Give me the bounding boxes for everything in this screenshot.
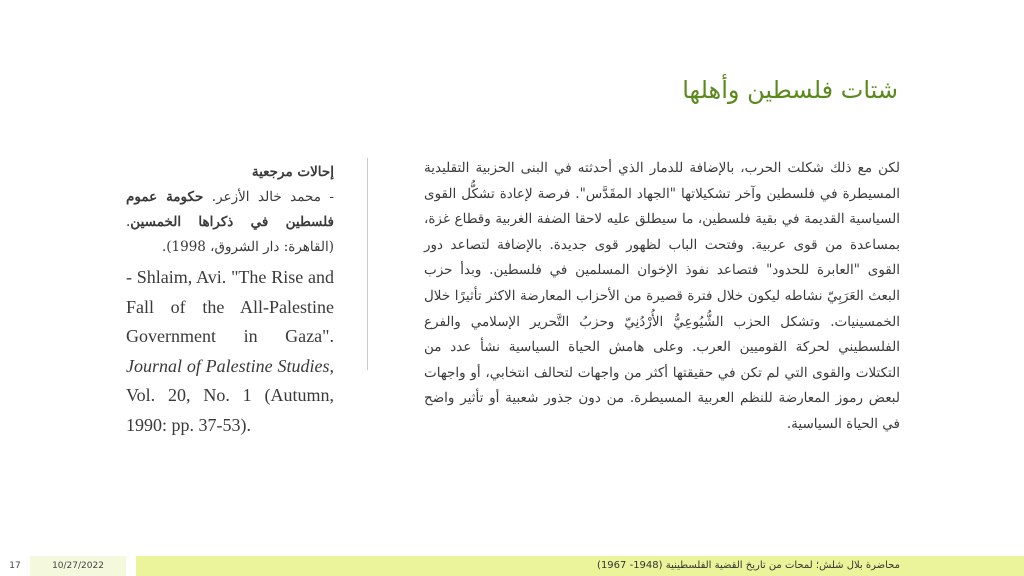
english-reference <box>126 263 334 440</box>
main-body-text <box>424 156 900 438</box>
english-reference-details: , Vol. 20, No. 1 (Autumn, 1990: pp. 37-53). <box>126 355 334 435</box>
arabic-reference <box>126 160 334 260</box>
footer-date: 10/27/2022 <box>30 556 126 576</box>
slide-title: شتات فلسطين وأهلها <box>682 76 898 104</box>
references-panel <box>126 160 334 440</box>
column-divider <box>367 158 368 370</box>
english-reference-journal: Journal of Palestine Studies <box>126 355 330 376</box>
body-paragraph: لكن مع ذلك شكلت الحرب، بالإضافة للدمار الذي أحدثته في البنى الحزبية التقليدية المسيطرة في فلسطين وآخر تشكيلاتها "الجهاد المقَدَّس". فرصة لإعادة تشكُّل القوى السياسية القديمة في بقية فلسطين، ما سيطلق عليه لاحقا الضفة الغربية وقطاع غزة، بمساعدة من قوى عربية. وفتحت الباب لظهور قوى جديدة. بالإضافة لتصاعد دور القوى "العابرة للحدود" فتصاعد نفوذ الإخوان المسلمين في فلسطين. وبدأ حزب البعث العَرَبِيّ نشاطه ليكون خلال فترة قصيرة من الأحزاب المعارضة الاكثر تأثيرًا خلال الخمسينيات. وتشكل الحزب الشُّيُوعِيُّ الأُرْدُنِيّ وحزبُ التَّحرير الإسلامي والفرع الفلسطيني لحركة القوميين العرب. وعلى هامش الحياة السياسية نشأ عدد من التكتلات والقوى التي لم تكن في حقيقتها أكثر من واجهات لتحالف انتخابي، أو واجهات لبعض رموز المعارضة للنظم العربية المسيطرة. من دون جذور شعبية أو تأثير واضح في الحياة السياسية. <box>424 160 900 432</box>
arabic-reference-publisher: . (القاهرة: دار الشروق، 1998). <box>126 214 334 255</box>
arabic-reference-title: حكومة عموم فلسطين في ذكراها الخمسين <box>126 189 334 230</box>
english-reference-citation: - Shlaim, Avi. "The Rise and Fall of the All-Palestine Government in Gaza". <box>126 267 334 346</box>
slide-number: 17 <box>0 556 30 576</box>
arabic-reference-author: - محمد خالد الأزعر. <box>211 189 334 205</box>
footer-caption: محاضرة بلال شلش؛ لمحات من تاريخ القضية الفلسطينية (1948- 1967) <box>136 556 1024 576</box>
references-heading: إحالات مرجعية <box>251 164 334 180</box>
